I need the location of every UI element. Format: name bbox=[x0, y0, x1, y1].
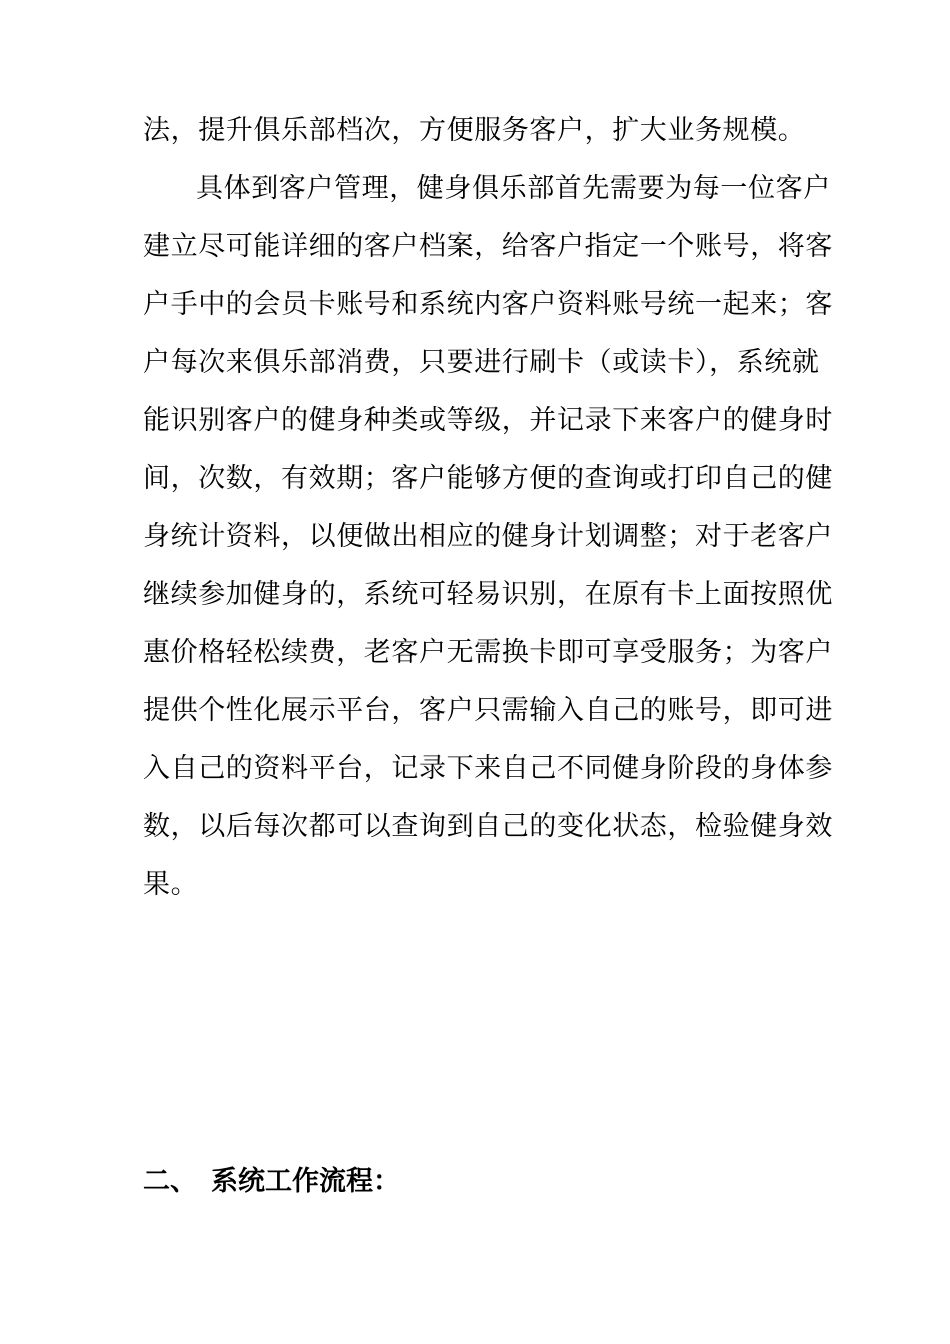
paragraph-line: 建立尽可能详细的客户档案，给客户指定一个账号，将客 bbox=[143, 231, 833, 262]
paragraph-line: 继续参加健身的，系统可轻易识别，在原有卡上面按照优 bbox=[143, 579, 833, 610]
paragraph-line: 提供个性化展示平台，客户只需输入自己的账号，即可进 bbox=[143, 695, 833, 726]
paragraph-line: 入自己的资料平台，记录下来自己不同健身阶段的身体参 bbox=[143, 753, 833, 784]
paragraph-line: 户每次来俱乐部消费，只要进行刷卡（或读卡），系统就 bbox=[143, 347, 820, 378]
paragraph-line: 数，以后每次都可以查询到自己的变化状态，检验健身效 bbox=[143, 811, 833, 842]
paragraph-line: 间，次数，有效期；客户能够方便的查询或打印自己的健 bbox=[143, 463, 833, 494]
paragraph-line: 惠价格轻松续费，老客户无需换卡即可享受服务；为客户 bbox=[143, 637, 833, 668]
paragraph-line: 能识别客户的健身种类或等级，并记录下来客户的健身时 bbox=[143, 405, 833, 436]
paragraph-line: 身统计资料，以便做出相应的健身计划调整；对于老客户 bbox=[143, 521, 833, 552]
paragraph-line: 法，提升俱乐部档次，方便服务客户，扩大业务规模。 bbox=[143, 115, 806, 146]
paragraph-line: 户手中的会员卡账号和系统内客户资料账号统一起来；客 bbox=[143, 289, 833, 320]
paragraph-line: 果。 bbox=[143, 869, 199, 900]
paragraph-line: 具体到客户管理，健身俱乐部首先需要为每一位客户 bbox=[196, 173, 831, 204]
section-title: 系统工作流程： bbox=[211, 1166, 400, 1197]
section-heading bbox=[143, 1166, 400, 1198]
section-number: 二、 bbox=[143, 1166, 197, 1197]
